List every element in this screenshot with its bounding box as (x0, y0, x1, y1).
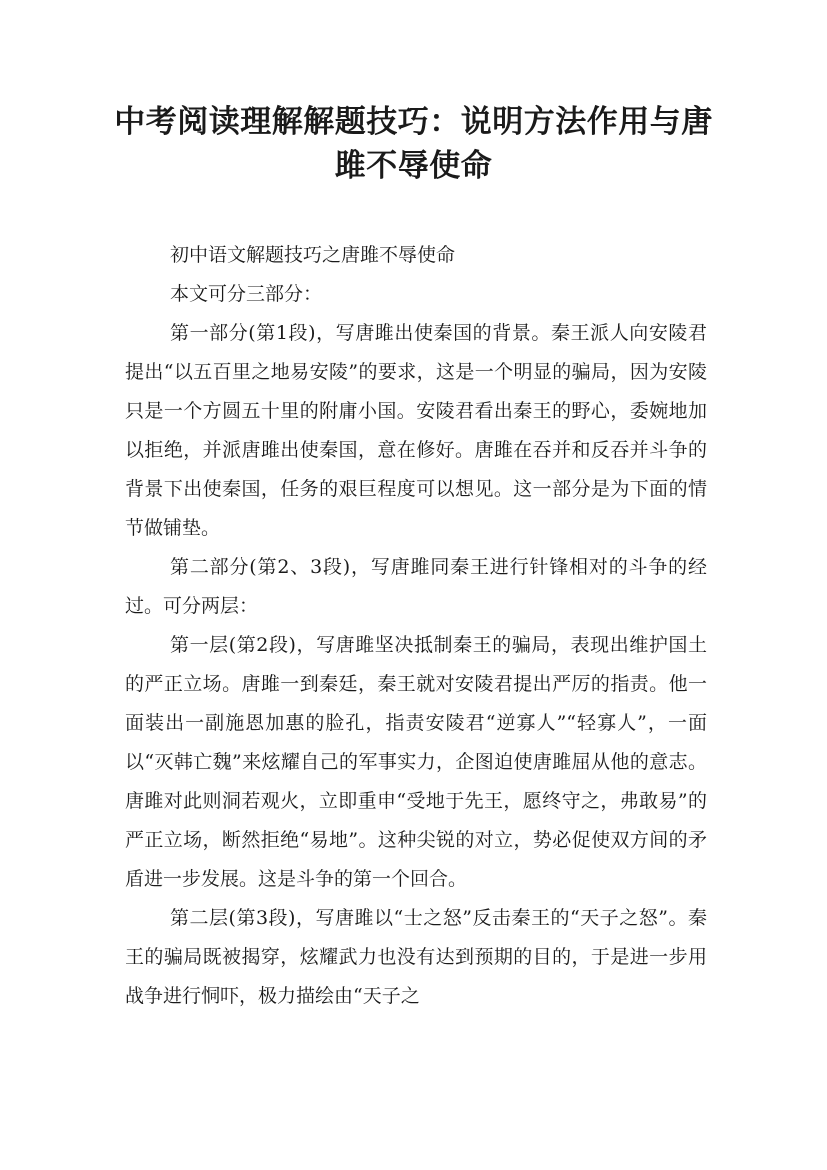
paragraph-layer-one: 第一层(第2段)，写唐雎坚决抵制秦王的骗局，表现出维护国土的严正立场。唐雎一到秦廷，秦王就对安陵君提出严厉的指责。他一面装出一副施恩加惠的脸孔，指责安陵君“逆寡人”“轻寡人”，一面以“灭韩亡魏”来炫耀自己的军事实力，企图迫使唐雎屈从他的意志。唐雎对此则洞若观火，立即重申“受地于先王，愿终守之，弗敢易”的严正立场，断然拒绝“易地”。这种尖锐的对立，势必促使双方间的矛盾进一步发展。这是斗争的第一个回合。 (125, 634, 707, 890)
paragraph-part-two: 第二部分(第2、3段)，写唐雎同秦王进行针锋相对的斗争的经过。可分两层： (125, 556, 707, 617)
paragraph-subtitle: 初中语文解题技巧之唐雎不辱使命 (170, 244, 456, 266)
document-title: 中考阅读理解解题技巧：说明方法作用与唐雎不辱使命 (114, 104, 713, 184)
paragraph-intro: 本文可分三部分： (170, 283, 323, 305)
document-body (125, 236, 707, 1016)
paragraph-layer-two: 第二层(第3段)，写唐雎以“士之怒”反击秦王的“天子之怒”。秦王的骗局既被揭穿，炫耀武力也没有达到预期的目的，于是进一步用战争进行恫吓，极力描绘由“天子之 (125, 907, 707, 1007)
paragraph-part-one: 第一部分(第1段)，写唐雎出使秦国的背景。秦王派人向安陵君提出“以五百里之地易安陵”的要求，这是一个明显的骗局，因为安陵只是一个方圆五十里的附庸小国。安陵君看出秦王的野心，委婉地加以拒绝，并派唐雎出使秦国，意在修好。唐雎在吞并和反吞并斗争的背景下出使秦国，任务的艰巨程度可以想见。这一部分是为下面的情节做铺垫。 (125, 322, 707, 539)
